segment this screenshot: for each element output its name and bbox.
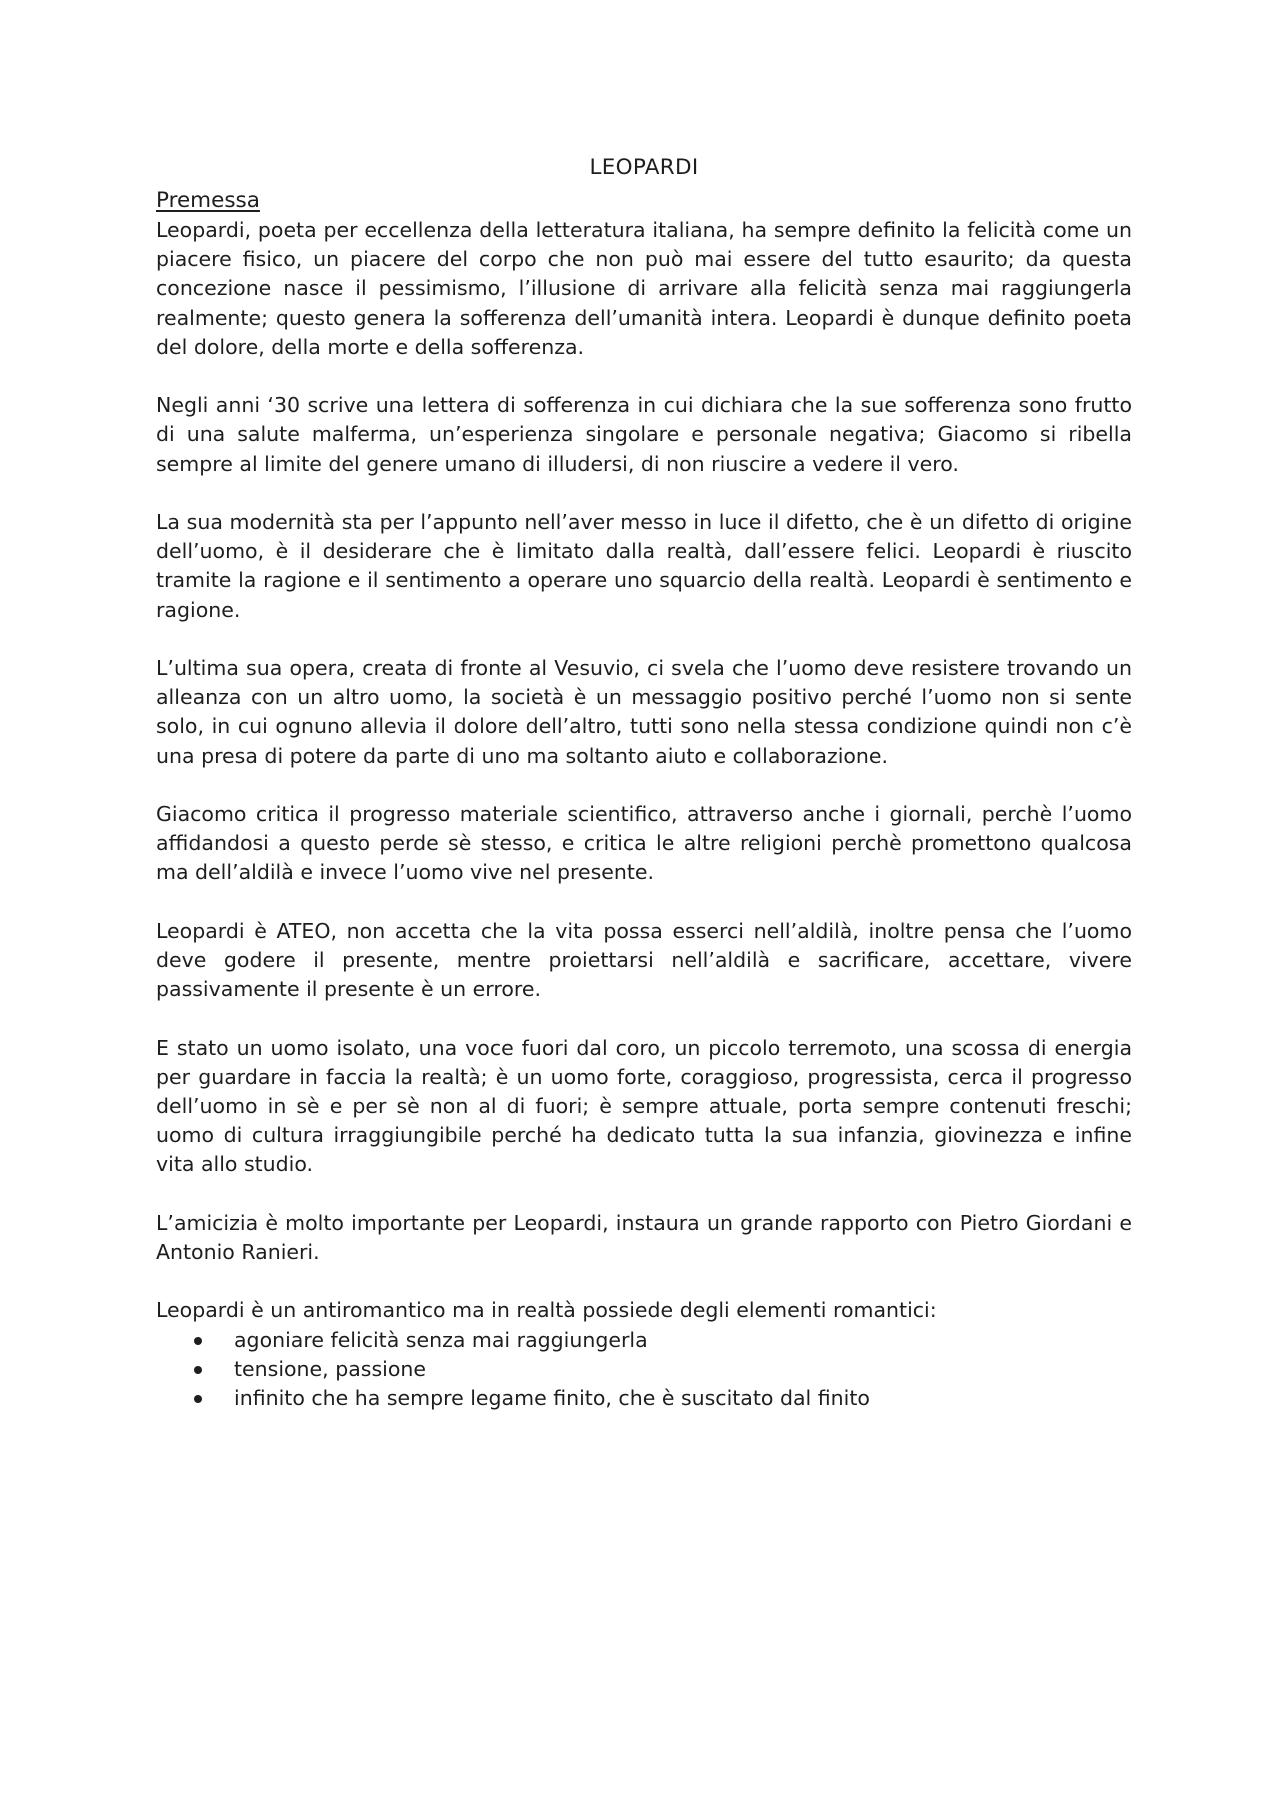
list-intro: Leopardi è un antiromantico ma in realtà possiede degli elementi romantici: <box>156 1298 937 1323</box>
paragraph-7: E stato un uomo isolato, una voce fuori dal coro, un piccolo terremoto, una scossa di energia per guardare in faccia la realtà; è un uomo forte, coraggioso, progressista, cerca il progresso dell’uomo in sè e per sè non al di fuori; è sempre attuale, porta sempre contenuti freschi; uomo di cultura irraggiungibile perché ha dedicato tutta la sua infanzia, giovinezza e infine vita allo studio. <box>156 1035 1132 1177</box>
bullet-list <box>156 1326 1132 1414</box>
paragraph-1: Leopardi, poeta per eccellenza della letteratura italiana, ha sempre definito la felicità come un piacere fisico, un piacere del corpo che non può mai essere del tutto esaurito; da questa concezione nasce il pessimismo, l’illusione di arrivare alla felicità senza mai raggiungerla realmente; questo genera la sofferenza dell’umanità intera. Leopardi è dunque definito poeta del dolore, della morte e della sofferenza. <box>156 218 1132 359</box>
bullet-icon <box>194 1395 202 1403</box>
document-page <box>156 150 1132 1413</box>
section-heading-premessa: Premessa <box>156 188 260 213</box>
list-item-text: infinito che ha sempre legame finito, che è suscitato dal finito <box>234 1386 870 1410</box>
list-item-text: agoniare felicità senza mai raggiungerla <box>234 1327 648 1352</box>
paragraph-2: Negli anni ‘30 scrive una lettera di sofferenza in cui dichiara che la sue sofferenza sono frutto di una salute malferma, un’esperienza singolare e personale negativa; Giacomo si ribella sempre al limite del genere umano di illudersi, di non riuscire a vedere il vero. <box>156 393 1132 476</box>
list-item <box>194 1355 1132 1384</box>
paragraph-4: L’ultima sua opera, creata di fronte al Vesuvio, ci svela che l’uomo deve resistere trovando un alleanza con un altro uomo, la società è un messaggio positivo perché l’uomo non si sente solo, in cui ognuno allevia il dolore dell’altro, tutti sono nella stessa condizione quindi non c’è una presa di potere da parte di uno ma soltanto aiuto e collaborazione. <box>156 656 1132 768</box>
document-title: LEOPARDI <box>589 155 699 180</box>
bullet-icon <box>194 1366 202 1374</box>
paragraph-6: Leopardi è ATEO, non accetta che la vita possa esserci nell’aldilà, inoltre pensa che l’uomo deve godere il presente, mentre proiettarsi nell’aldilà e sacrificare, accettare, vivere passivamente il presente è un errore. <box>156 918 1132 1002</box>
paragraph-5: Giacomo critica il progresso materiale scientifico, attraverso anche i giornali, perchè l’uomo affidandosi a questo perde sè stesso, e critica le altre religioni perchè promettono qualcosa ma dell’aldilà e invece l’uomo vive nel presente. <box>156 802 1132 885</box>
bullet-icon <box>194 1337 202 1345</box>
list-item <box>194 1384 1132 1413</box>
paragraph-3: La sua modernità sta per l’appunto nell’aver messo in luce il difetto, che è un difetto di origine dell’uomo, è il desiderare che è limitato dalla realtà, dall’essere felici. Leopardi è riuscito tramite la ragione e il sentimento a operare uno squarcio della realtà. Leopardi è sentimento e ragione. <box>156 510 1132 622</box>
list-item-text: tensione, passione <box>234 1356 426 1381</box>
paragraph-8: L’amicizia è molto importante per Leopardi, instaura un grande rapporto con Pietro Giordani e Antonio Ranieri. <box>156 1210 1132 1264</box>
list-item <box>194 1326 1132 1355</box>
